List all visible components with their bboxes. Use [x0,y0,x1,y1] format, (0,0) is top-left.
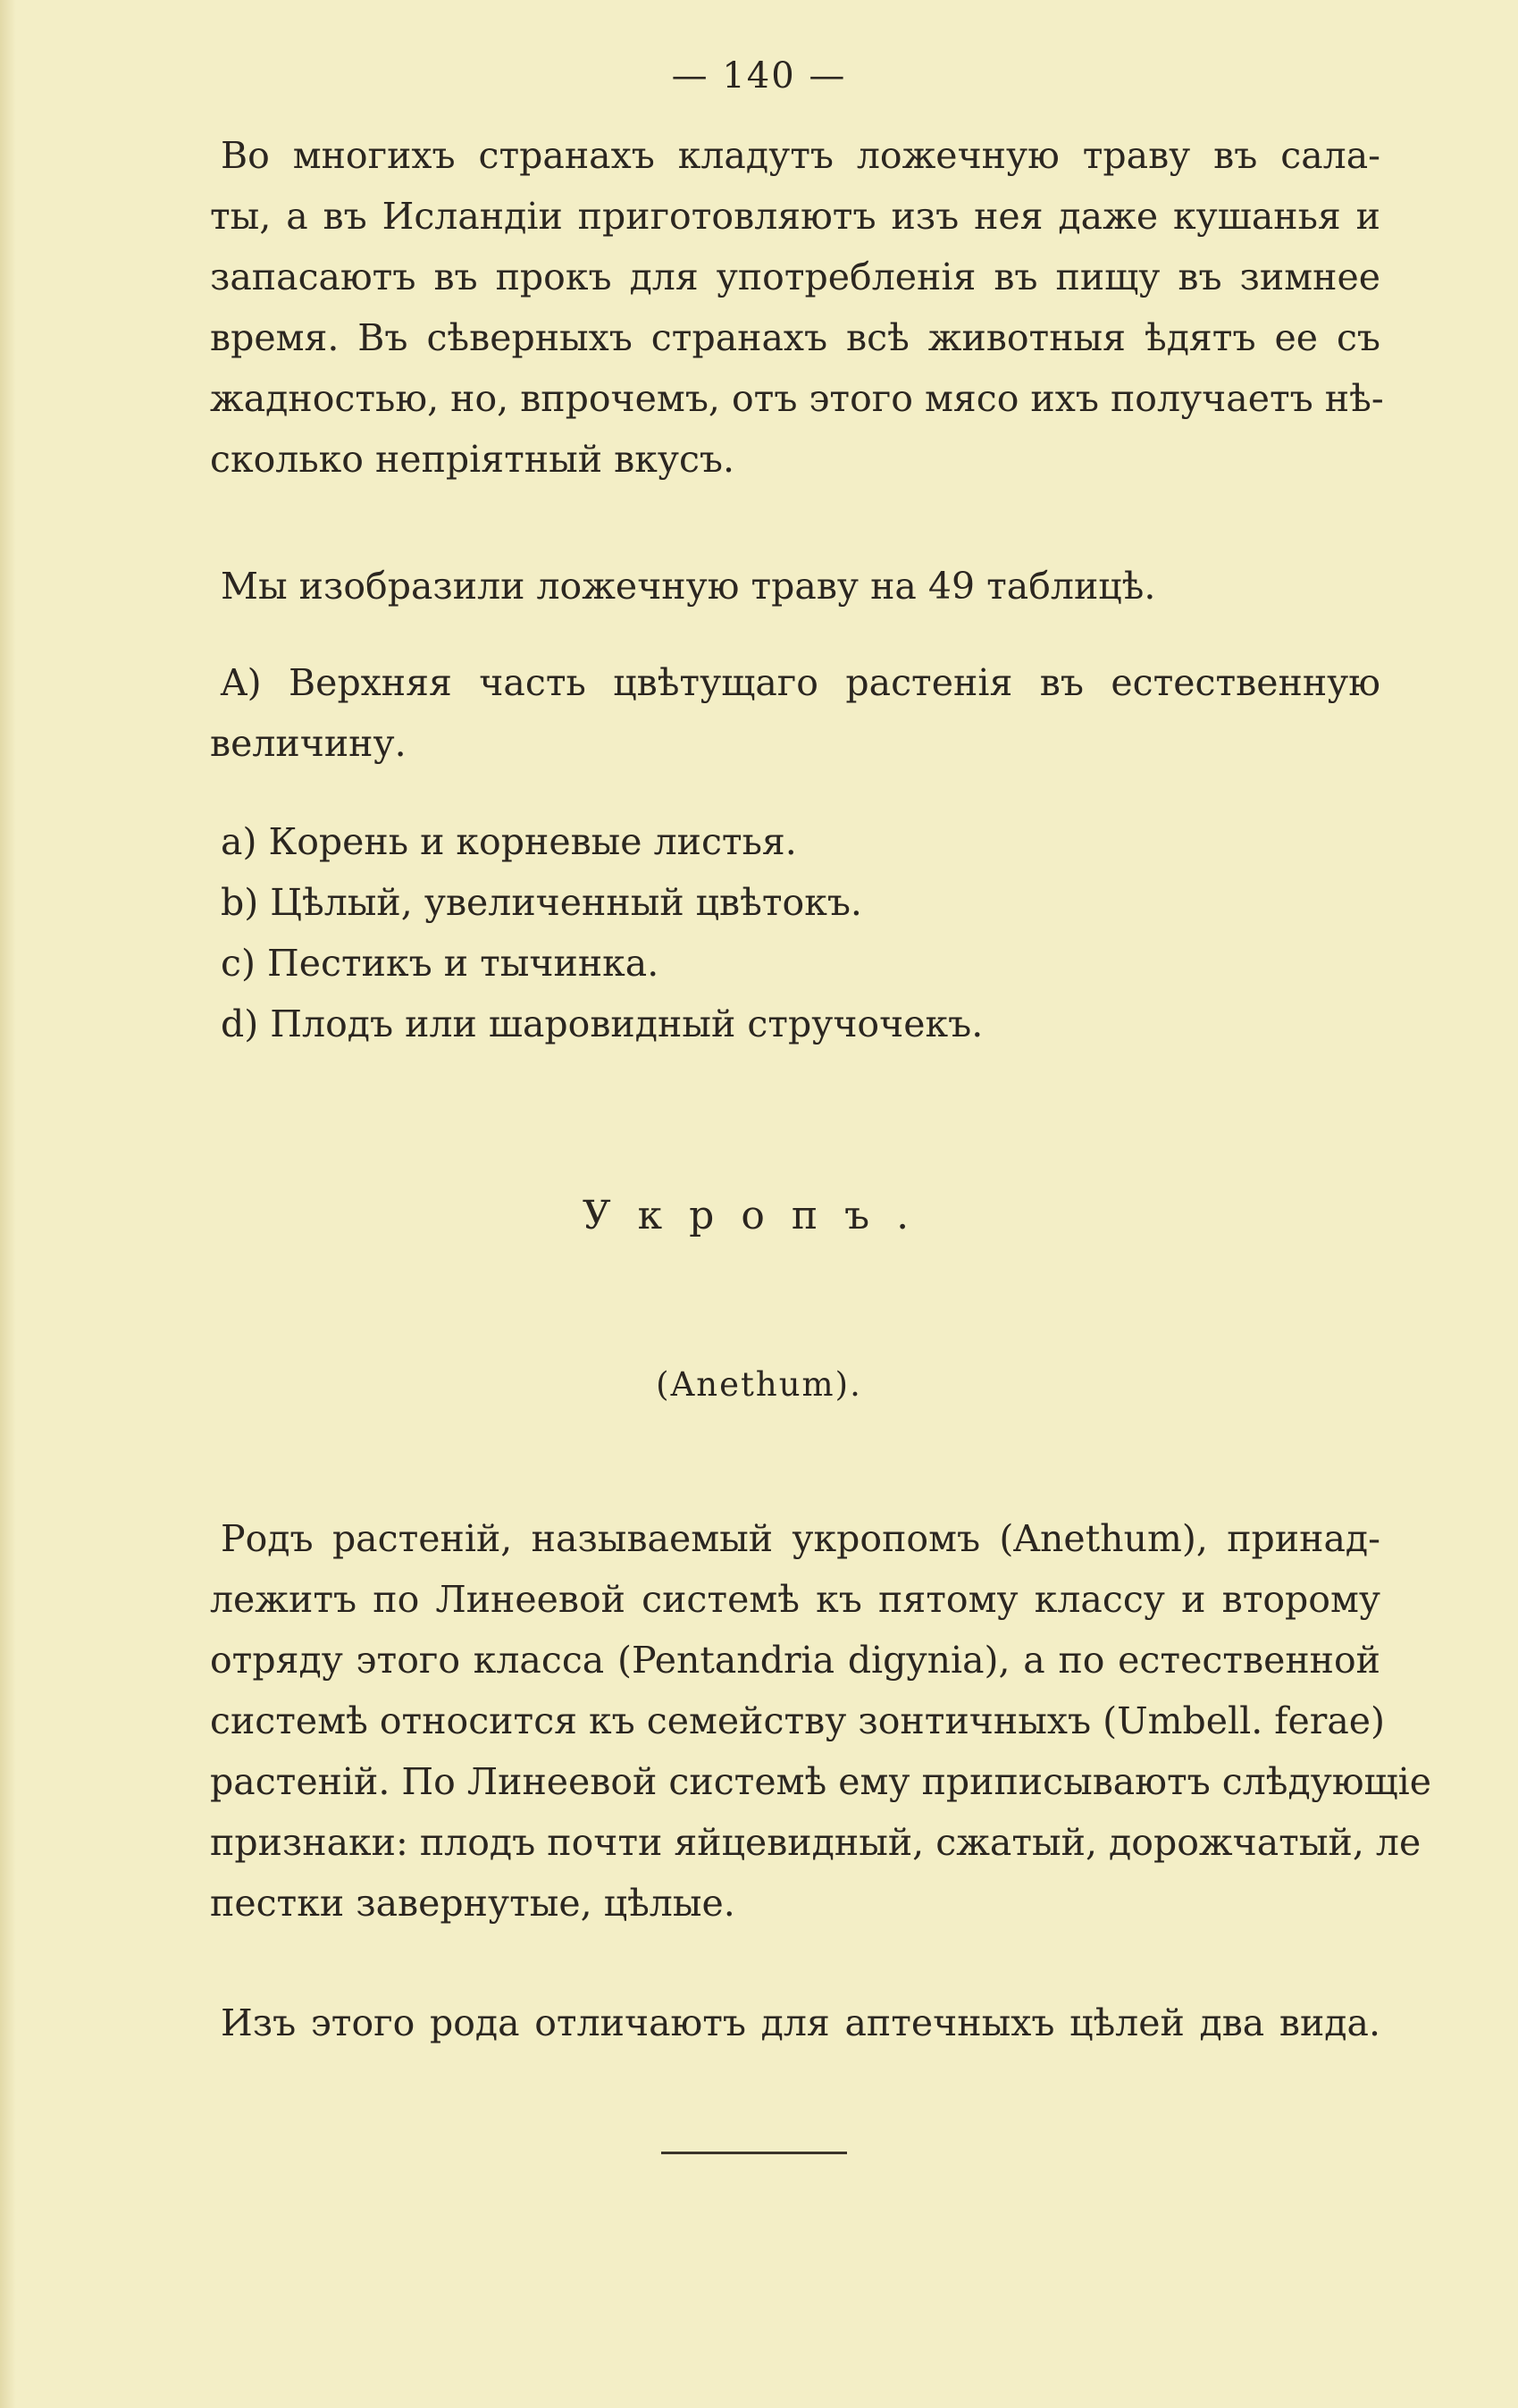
text-line: запасаютъ въ прокъ для употребленія въ пищу въ зимнее [210,256,1380,298]
text-line: лежитъ по Линеевой системѣ къ пятому классу и второму [210,1578,1380,1621]
paragraph-genus [210,1508,1432,1934]
text-line: признаки: плодъ почти яйцевидный, сжатый, дорожчатый, ле [210,1821,1422,1864]
latin-name: (Anethum). [656,1365,862,1404]
page-number: — 140 — [671,55,847,96]
text-line: ты, а въ Исландіи приготовляютъ изъ нея даже кушанья и [210,195,1380,238]
list-item: d) Плодъ или шаровидный стручочекъ. [221,1003,984,1045]
text-line: растеній. По Линеевой системѣ ему приписываютъ слѣдующіе [210,1760,1432,1803]
section-heading: Укропъ. [582,1193,936,1238]
list-item: a) Корень и корневые листья. [221,820,797,863]
text-line: пестки завернутые, цѣлые. [210,1882,735,1925]
list-item: b) Цѣлый, увеличенный цвѣтокъ. [221,881,862,924]
paragraph-text [210,556,1380,617]
paragraph-text [210,125,1384,490]
text-line: отряду этого класса (Pentandria digynia), а по естественной [210,1639,1380,1682]
text-line: Изъ этого рода отличаютъ для аптечныхъ цѣлей два вида. [221,2001,1380,2044]
list-item: c) Пестикъ и тычинка. [221,942,659,985]
paragraph-salads [210,125,1384,490]
text-line: сколько непріятный вкусъ. [210,438,735,481]
paragraph-species [210,1993,1380,2053]
paragraph-text [210,1993,1380,2053]
paragraph-text [210,652,1380,774]
text-line: A) Верхняя часть цвѣтущаго растенія въ естественную [221,661,1380,704]
end-rule [661,2152,847,2154]
text-line: Родъ растеній, называемый укропомъ (Anethum), принад- [221,1517,1380,1560]
text-line: Мы изобразили ложечную траву на 49 таблицѣ. [221,565,1156,608]
text-line: величину. [210,722,407,765]
paragraph-text [210,1508,1432,1934]
paragraph-figure-a [210,652,1380,774]
text-line: жадностью, но, впрочемъ, отъ этого мясо ихъ получаетъ нѣ- [210,377,1384,420]
text-line: время. Въ сѣверныхъ странахъ всѣ животныя ѣдятъ ее съ [210,316,1380,359]
figure-legend-list [210,811,1380,1054]
paragraph-plate [210,556,1380,617]
text-line: Во многихъ странахъ кладутъ ложечную траву въ сала- [221,134,1380,177]
text-line: системѣ относится къ семейству зонтичныхъ (Umbell. ferae) [210,1699,1386,1742]
